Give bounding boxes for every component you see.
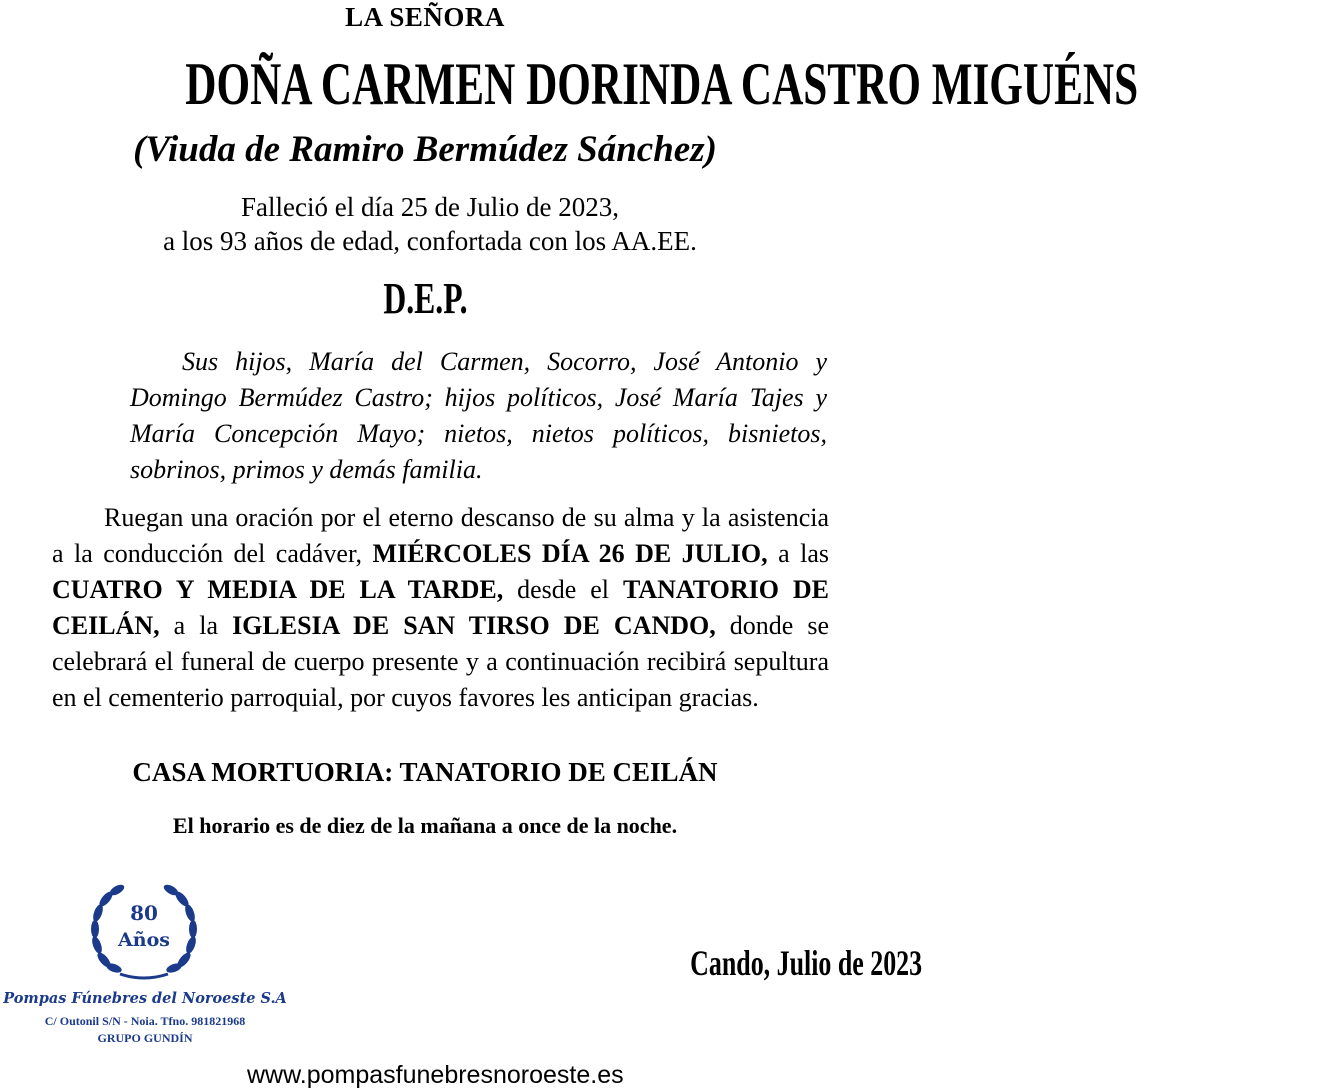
death-age: a los 93 años de edad, confortada con los AA.EE. [163,226,697,256]
body-text-4: a la [159,611,233,640]
ceremony-paragraph [52,500,829,716]
death-date: Falleció el día 25 de Julio de 2023, [241,192,619,222]
dep-text: D.E.P. [382,274,468,323]
family-paragraph [130,344,827,488]
place-date: Cando, Julio de 2023 [690,943,923,983]
body-bold-church: IGLESIA DE SAN TIRSO DE CANDO, [232,611,716,640]
laurel-wreath-icon [86,882,202,986]
body-bold-time: CUATRO Y MEDIA DE LA TARDE, [52,575,504,604]
body-bold-date: MIÉRCOLES DÍA 26 DE JULIO, [372,539,768,568]
website-link[interactable]: www.pompasfunebresnoroeste.es [247,1061,624,1089]
body-bold-origin: TANATORIO DE CEILÁN, [52,575,829,640]
family-text: Sus hijos, María del Carmen, Socorro, José Antonio y Domingo Bermúdez Castro; hijos políticos, José María Tajes y María Concepción Mayo; nietos, nietos políticos, bisnietos, sobrinos, primos y demás familia. [130,347,827,484]
company-name: Pompas Fúnebres del Noroeste S.A [3,990,287,1007]
body-text-1: Ruegan una oración por el eterno descanso de su alma y la asistencia a la conducción del cadáver, [52,503,829,568]
opening-hours: El horario es de diez de la mañana a once de la noche. [172,813,678,838]
company-address: C/ Outonil S/N - Noia. Tfno. 981821968 [44,1014,246,1028]
deceased-name-block [0,50,1139,119]
deceased-name: DOÑA CARMEN DORINDA CASTRO MIGUÉNS [185,51,1139,117]
heading-la-senora: LA SEÑORA [345,2,505,32]
casa-mortuoria: CASA MORTUORIA: TANATORIO DE CEILÁN [132,757,718,787]
widow-line: (Viuda de Ramiro Bermúdez Sánchez) [133,129,717,170]
body-text-3: desde el [503,575,623,604]
badge-number: 80 [130,901,158,925]
company-group: GRUPO GUNDÍN [97,1031,193,1045]
body-text-5: donde se celebrará el funeral de cuerpo presente y a continuación recibirá sepultura en el cementerio parroquial, por cuyos favores les anticipan gracias. [52,611,829,712]
badge-word: Años [118,929,170,951]
place-date-block [600,942,923,984]
body-text-2: a las [767,539,829,568]
dep-block [0,273,850,324]
death-details [150,190,710,258]
